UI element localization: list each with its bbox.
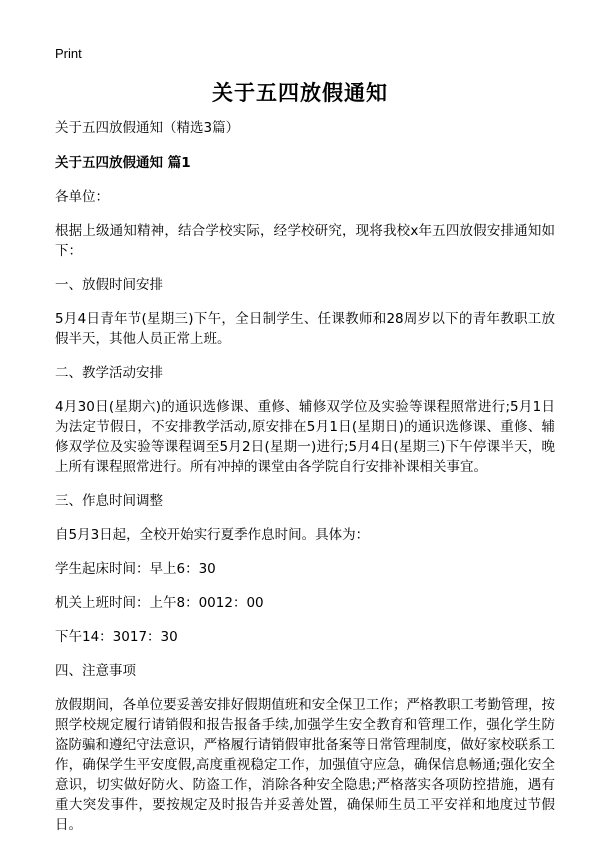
heading-schedule-adjustment: 三、作息时间调整 xyxy=(55,493,163,509)
paragraph-notes: 放假期间，各单位要妥善安排好假期值班和安全保卫工作；严格教职工考勤管理，按照学校规定履行请销假和报告报备手续,加强学生安全教育和管理工作，强化学生防盗防骗和遵纪守法意识，严格履行请销假审批备案等日常管理制度，做好家校联系工作，确保学生平安度假,高度重视稳定工作，加强值守应急，确保信息畅通;强化安全意识，切实做好防火、防盗工作，消除各种安全隐患;严格落实各项防控措施，遇有重大突发事件，要按规定及时报告并妥善处置，确保师生员工平安祥和地度过节假日。 xyxy=(55,697,555,833)
paragraph-schedule-adjustment: 自5月3日起，全校开始实行夏季作息时间。具体为： xyxy=(55,527,370,543)
heading-holiday-schedule: 一、放假时间安排 xyxy=(55,277,163,293)
heading-notes: 四、注意事项 xyxy=(55,663,136,679)
office-hours-morning: 机关上班时间：上午8：0012：00 xyxy=(55,595,264,611)
office-hours-afternoon: 下午14：3017：30 xyxy=(55,629,178,645)
page-title: 关于五四放假通知 xyxy=(212,81,388,105)
paragraph-teaching-activities: 4月30日(星期六)的通识选修课、重修、辅修双学位及实验等课程照常进行;5月1日为法定节假日，不安排教学活动,原安排在5月1日(星期日)的通识选修课、重修、辅修双学位及实验等课程调至5月2日(星期一)进行;5月4日(星期三)下午停课半天，晚上所有课程照常进行。所有冲掉的课堂由各学院自行安排补课相关事宜。 xyxy=(55,399,555,475)
paragraph-holiday-schedule: 5月4日青年节(星期三)下午，全日制学生、任课教师和28周岁以下的青年教职工放假半天，其他人员正常上班。 xyxy=(55,311,555,347)
heading-teaching-activities: 二、教学活动安排 xyxy=(55,365,163,381)
document-body xyxy=(55,118,555,849)
section-heading: 关于五四放假通知 篇1 xyxy=(55,155,191,171)
student-wake-time: 学生起床时间：早上6：30 xyxy=(55,561,216,577)
print-link[interactable]: Print xyxy=(55,46,82,61)
salutation: 各单位： xyxy=(55,189,109,205)
intro-paragraph: 根据上级通知精神，结合学校实际，经学校研究，现将我校x年五四放假安排通知如下： xyxy=(55,223,555,259)
document-subtitle: 关于五四放假通知（精选3篇） xyxy=(55,120,240,136)
